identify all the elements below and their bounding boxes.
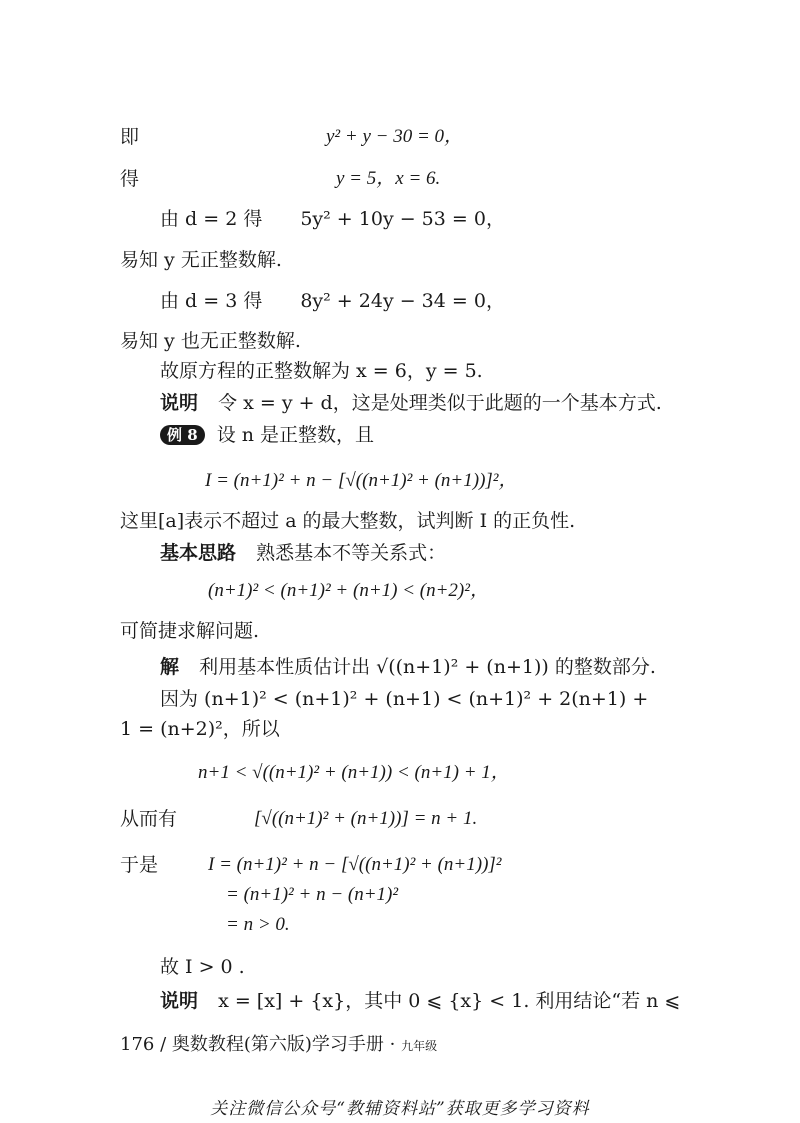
text-line-conclusion: 故 I > 0 . <box>160 956 245 978</box>
equation-I-step-2: = (n+1)² + n − (n+1)² <box>226 884 399 905</box>
note-line-2 <box>160 988 680 1014</box>
page-footer <box>120 1030 437 1056</box>
equation-I-step-1: I = (n+1)² + n − [√((n+1)² + (n+1))]² <box>208 854 502 875</box>
keyword-note: 说明 <box>160 392 199 414</box>
equation-I-step-3: = n > 0. <box>226 914 290 935</box>
solution-text: 利用基本性质估计出 √((n+1)² + (n+1)) 的整数部分. <box>199 656 656 678</box>
label-thus: 从而有 <box>120 808 178 830</box>
text-line-d2: 由 d = 2 得 5y² + 10y − 53 = 0， <box>160 208 505 230</box>
book-title: / 奥数教程(第六版)学习手册 · <box>160 1034 396 1055</box>
text-line-simplify: 可简捷求解问题. <box>120 620 260 642</box>
text-line-because: 因为 (n+1)² < (n+1)² + (n+1) < (n+1)² + 2(n+1) + <box>160 688 649 710</box>
keyword-note-2: 说明 <box>160 990 199 1012</box>
note-text-2: x = [x] + {x}，其中 0 ⩽ {x} < 1. 利用结论“若 n ⩽ <box>218 990 681 1012</box>
idea-text: 熟悉基本不等关系式： <box>256 542 447 564</box>
text-line-no-solution-1: 易知 y 无正整数解. <box>120 249 282 271</box>
page-number: 176 <box>120 1034 155 1055</box>
solution-line <box>160 654 656 680</box>
equation-bounds: n+1 < √((n+1)² + (n+1)) < (n+1) + 1， <box>198 762 510 783</box>
keyword-solution: 解 <box>160 656 180 678</box>
equation-1: y² + y − 30 = 0， <box>326 126 464 147</box>
example-8-line <box>160 422 374 448</box>
note-text: 令 x = y + d，这是处理类似于此题的一个基本方式. <box>218 392 662 414</box>
label-ji: 即 <box>120 126 140 148</box>
example-8-text: 设 n 是正整数，且 <box>216 424 375 446</box>
equation-floor-value: [√((n+1)² + (n+1))] = n + 1. <box>254 808 478 829</box>
text-line-answer: 故原方程的正整数解为 x = 6，y = 5. <box>160 360 483 382</box>
keyword-idea: 基本思路 <box>160 542 237 564</box>
equation-inequality: (n+1)² < (n+1)² + (n+1) < (n+2)²， <box>208 580 489 601</box>
equation-2: y = 5，x = 6. <box>336 168 441 189</box>
label-therefore: 于是 <box>120 854 159 876</box>
example-8-badge: 例 8 <box>160 425 205 445</box>
bottom-watermark-note: 关注微信公众号“教辅资料站”获取更多学习资料 <box>210 1099 590 1119</box>
note-line-1 <box>160 390 662 416</box>
text-line-so: 1 = (n+2)²，所以 <box>120 718 280 740</box>
grade-label: 九年级 <box>401 1039 438 1053</box>
text-line-d3: 由 d = 3 得 8y² + 24y − 34 = 0， <box>160 290 505 312</box>
equation-I-definition: I = (n+1)² + n − [√((n+1)² + (n+1))]²， <box>205 470 518 491</box>
idea-line <box>160 540 446 566</box>
label-de: 得 <box>120 168 140 190</box>
text-line-floor-definition: 这里[a]表示不超过 a 的最大整数，试判断 I 的正负性. <box>120 510 576 532</box>
text-line-no-solution-2: 易知 y 也无正整数解. <box>120 330 301 352</box>
